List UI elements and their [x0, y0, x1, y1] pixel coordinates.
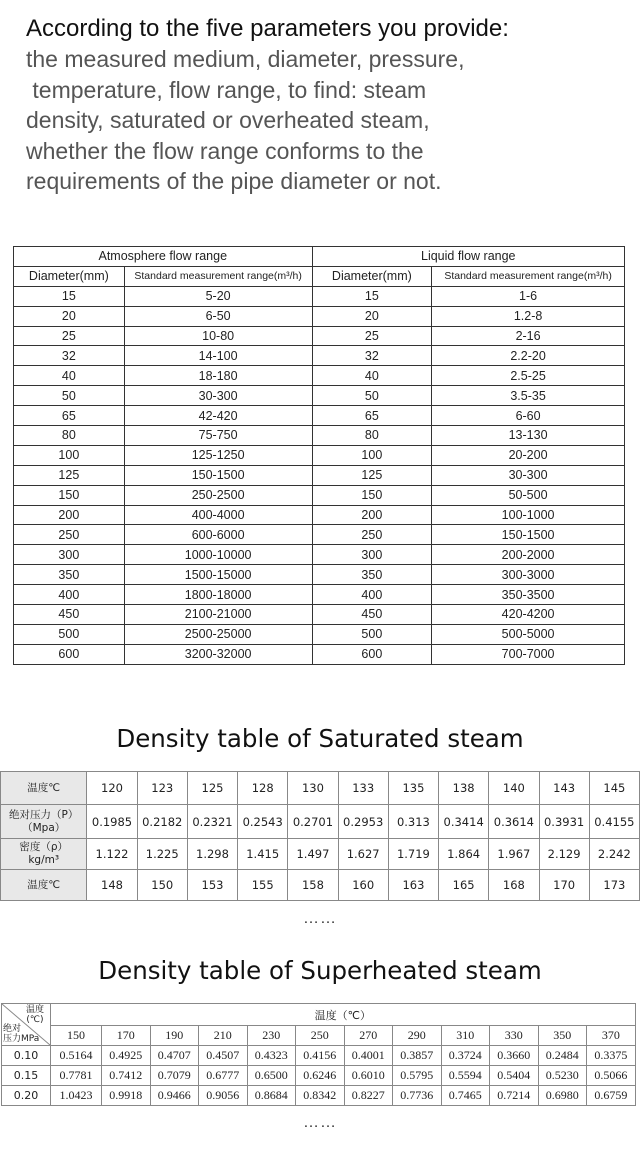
value-cell: 1.627: [338, 839, 388, 870]
value-cell: 153: [187, 870, 237, 901]
liquid-range-cell: 50-500: [432, 485, 625, 505]
diameter-header: Diameter(mm): [312, 266, 432, 286]
atmosphere-diameter-cell: 50: [14, 386, 125, 406]
atmosphere-diameter-cell: 500: [14, 624, 125, 644]
intro-text: [26, 14, 626, 197]
table-row: [14, 505, 625, 525]
table-row: [2, 1046, 636, 1066]
atmosphere-range-cell: 1800-18000: [124, 585, 312, 605]
atmosphere-range-cell: 250-2500: [124, 485, 312, 505]
density-cell: 0.3660: [490, 1046, 539, 1066]
density-cell: 0.7781: [51, 1066, 102, 1086]
table-row: [14, 644, 625, 664]
standard-range-header: Standard measurement range(m³/h): [124, 266, 312, 286]
value-cell: 1.225: [137, 839, 187, 870]
value-cell: 145: [589, 772, 639, 805]
superheated-ellipsis: ……: [303, 1114, 337, 1131]
density-cell: 0.6759: [587, 1086, 636, 1106]
atmosphere-range-cell: 600-6000: [124, 525, 312, 545]
liquid-diameter-cell: 80: [312, 426, 432, 446]
table-row: [14, 426, 625, 446]
liquid-range-cell: 13-130: [432, 426, 625, 446]
atmosphere-range-cell: 3200-32000: [124, 644, 312, 664]
density-cell: 0.6980: [538, 1086, 587, 1106]
value-cell: 0.1985: [87, 805, 137, 839]
density-cell: 0.9466: [150, 1086, 199, 1106]
table-row: [2, 1086, 636, 1106]
density-cell: 0.3724: [441, 1046, 490, 1066]
superheated-steam-title: Density table of Superheated steam: [98, 956, 542, 985]
table-row: [14, 485, 625, 505]
atmosphere-range-cell: 30-300: [124, 386, 312, 406]
value-cell: 150: [137, 870, 187, 901]
value-cell: 1.967: [489, 839, 539, 870]
value-cell: 133: [338, 772, 388, 805]
temperature-cell: 310: [441, 1026, 490, 1046]
liquid-diameter-cell: 400: [312, 585, 432, 605]
table-row: [14, 286, 625, 306]
table-row: [14, 326, 625, 346]
value-cell: 1.864: [439, 839, 489, 870]
density-cell: 0.6777: [199, 1066, 248, 1086]
temperature-cell: 250: [296, 1026, 345, 1046]
table-row: [14, 366, 625, 386]
temperature-cell: 270: [344, 1026, 393, 1046]
atmosphere-range-cell: 18-180: [124, 366, 312, 386]
saturated-steam-title: Density table of Saturated steam: [116, 724, 524, 753]
value-cell: 130: [288, 772, 338, 805]
flow-range-table: [13, 246, 625, 665]
density-cell: 0.4156: [296, 1046, 345, 1066]
liquid-range-cell: 200-2000: [432, 545, 625, 565]
value-cell: 120: [87, 772, 137, 805]
density-cell: 0.7465: [441, 1086, 490, 1106]
atmosphere-range-cell: 75-750: [124, 426, 312, 446]
liquid-diameter-cell: 50: [312, 386, 432, 406]
superheated-steam-table: [1, 1003, 636, 1106]
table-row: [1, 839, 640, 870]
temperature-cell: 210: [199, 1026, 248, 1046]
atmosphere-diameter-cell: 100: [14, 445, 125, 465]
density-cell: 0.4001: [344, 1046, 393, 1066]
value-cell: 128: [238, 772, 288, 805]
liquid-range-cell: 500-5000: [432, 624, 625, 644]
density-cell: 0.8342: [296, 1086, 345, 1106]
liquid-range-cell: 20-200: [432, 445, 625, 465]
atmosphere-diameter-cell: 300: [14, 545, 125, 565]
density-cell: 0.3375: [587, 1046, 636, 1066]
atmosphere-diameter-cell: 450: [14, 605, 125, 625]
value-cell: 0.2953: [338, 805, 388, 839]
liquid-diameter-cell: 25: [312, 326, 432, 346]
atmosphere-range-cell: 150-1500: [124, 465, 312, 485]
atmosphere-diameter-cell: 80: [14, 426, 125, 446]
value-cell: 125: [187, 772, 237, 805]
value-cell: 1.298: [187, 839, 237, 870]
saturated-steam-table: [0, 771, 640, 901]
density-cell: 0.2484: [538, 1046, 587, 1066]
value-cell: 0.2701: [288, 805, 338, 839]
value-cell: 0.3614: [489, 805, 539, 839]
table-row: [14, 386, 625, 406]
intro-heading: According to the five parameters you provide:: [26, 15, 509, 42]
value-cell: 0.2321: [187, 805, 237, 839]
density-cell: 0.4707: [150, 1046, 199, 1066]
corner-temp-label: 温度 (℃): [25, 1005, 44, 1025]
table-row: [14, 585, 625, 605]
density-cell: 0.6010: [344, 1066, 393, 1086]
density-cell: 0.7214: [490, 1086, 539, 1106]
atmosphere-diameter-cell: 40: [14, 366, 125, 386]
table-row: [2, 1066, 636, 1086]
density-cell: 0.7736: [393, 1086, 442, 1106]
liquid-flow-range-header: Liquid flow range: [312, 247, 624, 267]
value-cell: 0.3931: [539, 805, 589, 839]
value-cell: 1.415: [238, 839, 288, 870]
liquid-diameter-cell: 40: [312, 366, 432, 386]
density-cell: 1.0423: [51, 1086, 102, 1106]
atmosphere-range-cell: 2500-25000: [124, 624, 312, 644]
table-corner-cell: [2, 1004, 51, 1046]
value-cell: 1.497: [288, 839, 338, 870]
table-row: [14, 465, 625, 485]
temperature-cell: 350: [538, 1026, 587, 1046]
atmosphere-diameter-cell: 25: [14, 326, 125, 346]
row-label: 密度（ρ） kg/m³: [1, 839, 87, 870]
liquid-range-cell: 350-3500: [432, 585, 625, 605]
liquid-range-cell: 300-3000: [432, 565, 625, 585]
liquid-range-cell: 700-7000: [432, 644, 625, 664]
table-row: [14, 624, 625, 644]
value-cell: 138: [439, 772, 489, 805]
atmosphere-range-cell: 125-1250: [124, 445, 312, 465]
atmosphere-diameter-cell: 15: [14, 286, 125, 306]
value-cell: 140: [489, 772, 539, 805]
atmosphere-range-cell: 1500-15000: [124, 565, 312, 585]
density-cell: 0.6246: [296, 1066, 345, 1086]
density-cell: 0.5404: [490, 1066, 539, 1086]
table-row: [14, 545, 625, 565]
liquid-diameter-cell: 300: [312, 545, 432, 565]
atmosphere-range-cell: 42-420: [124, 406, 312, 426]
liquid-range-cell: 1-6: [432, 286, 625, 306]
value-cell: 135: [388, 772, 438, 805]
atmosphere-range-cell: 14-100: [124, 346, 312, 366]
density-cell: 0.4507: [199, 1046, 248, 1066]
temperature-cell: 170: [102, 1026, 151, 1046]
liquid-range-cell: 2.5-25: [432, 366, 625, 386]
table-row: [14, 605, 625, 625]
table-row: [1, 772, 640, 805]
density-cell: 0.5066: [587, 1066, 636, 1086]
atmosphere-diameter-cell: 65: [14, 406, 125, 426]
table-row: [14, 565, 625, 585]
atmosphere-diameter-cell: 400: [14, 585, 125, 605]
value-cell: 1.719: [388, 839, 438, 870]
temperature-cell: 190: [150, 1026, 199, 1046]
density-cell: 0.5164: [51, 1046, 102, 1066]
density-cell: 0.4323: [247, 1046, 296, 1066]
density-cell: 0.7412: [102, 1066, 151, 1086]
value-cell: 158: [288, 870, 338, 901]
pressure-cell: 0.15: [2, 1066, 51, 1086]
density-cell: 0.8684: [247, 1086, 296, 1106]
standard-range-header: Standard measurement range(m³/h): [432, 266, 625, 286]
pressure-cell: 0.20: [2, 1086, 51, 1106]
atmosphere-flow-range-header: Atmosphere flow range: [14, 247, 313, 267]
atmosphere-diameter-cell: 350: [14, 565, 125, 585]
value-cell: 2.129: [539, 839, 589, 870]
density-cell: 0.8227: [344, 1086, 393, 1106]
atmosphere-diameter-cell: 250: [14, 525, 125, 545]
liquid-range-cell: 1.2-8: [432, 306, 625, 326]
temperature-row: [2, 1026, 636, 1046]
density-cell: 0.9918: [102, 1086, 151, 1106]
liquid-diameter-cell: 150: [312, 485, 432, 505]
liquid-range-cell: 2.2-20: [432, 346, 625, 366]
table-row: [14, 306, 625, 326]
liquid-diameter-cell: 600: [312, 644, 432, 664]
density-cell: 0.6500: [247, 1066, 296, 1086]
row-label: 温度℃: [1, 870, 87, 901]
density-cell: 0.5594: [441, 1066, 490, 1086]
liquid-diameter-cell: 250: [312, 525, 432, 545]
value-cell: 143: [539, 772, 589, 805]
corner-pressure-label: 绝对 压力MPa: [3, 1024, 40, 1044]
liquid-diameter-cell: 125: [312, 465, 432, 485]
value-cell: 0.313: [388, 805, 438, 839]
diameter-header: Diameter(mm): [14, 266, 125, 286]
atmosphere-range-cell: 5-20: [124, 286, 312, 306]
temperature-header: 温度（℃）: [51, 1004, 636, 1026]
temperature-cell: 290: [393, 1026, 442, 1046]
liquid-range-cell: 150-1500: [432, 525, 625, 545]
value-cell: 168: [489, 870, 539, 901]
atmosphere-diameter-cell: 32: [14, 346, 125, 366]
table-row: [14, 346, 625, 366]
value-cell: 155: [238, 870, 288, 901]
atmosphere-diameter-cell: 20: [14, 306, 125, 326]
value-cell: 123: [137, 772, 187, 805]
density-cell: 0.5230: [538, 1066, 587, 1086]
value-cell: 1.122: [87, 839, 137, 870]
intro-body: the measured medium, diameter, pressure, temperature, flow range, to find: steam density, saturated or overheated steam, whether the flow range conforms to the requirements of the pipe diameter or not.: [26, 46, 465, 194]
liquid-diameter-cell: 32: [312, 346, 432, 366]
temperature-cell: 230: [247, 1026, 296, 1046]
table-row: [14, 406, 625, 426]
liquid-diameter-cell: 500: [312, 624, 432, 644]
liquid-diameter-cell: 200: [312, 505, 432, 525]
row-label: 温度℃: [1, 772, 87, 805]
atmosphere-diameter-cell: 150: [14, 485, 125, 505]
atmosphere-range-cell: 2100-21000: [124, 605, 312, 625]
atmosphere-diameter-cell: 125: [14, 465, 125, 485]
density-cell: 0.7079: [150, 1066, 199, 1086]
liquid-range-cell: 6-60: [432, 406, 625, 426]
liquid-range-cell: 2-16: [432, 326, 625, 346]
value-cell: 0.2543: [238, 805, 288, 839]
pressure-cell: 0.10: [2, 1046, 51, 1066]
value-cell: 0.2182: [137, 805, 187, 839]
row-label: 绝对压力（P） （Mpa）: [1, 805, 87, 839]
value-cell: 170: [539, 870, 589, 901]
value-cell: 173: [589, 870, 639, 901]
liquid-range-cell: 30-300: [432, 465, 625, 485]
value-cell: 148: [87, 870, 137, 901]
table-row: [1, 870, 640, 901]
atmosphere-range-cell: 6-50: [124, 306, 312, 326]
table-row: [1, 805, 640, 839]
liquid-diameter-cell: 100: [312, 445, 432, 465]
table-row: [14, 525, 625, 545]
table-row: [14, 445, 625, 465]
liquid-diameter-cell: 20: [312, 306, 432, 326]
atmosphere-range-cell: 10-80: [124, 326, 312, 346]
atmosphere-diameter-cell: 600: [14, 644, 125, 664]
temperature-cell: 330: [490, 1026, 539, 1046]
value-cell: 160: [338, 870, 388, 901]
value-cell: 2.242: [589, 839, 639, 870]
atmosphere-diameter-cell: 200: [14, 505, 125, 525]
atmosphere-range-cell: 1000-10000: [124, 545, 312, 565]
temperature-cell: 150: [51, 1026, 102, 1046]
temperature-cell: 370: [587, 1026, 636, 1046]
density-cell: 0.4925: [102, 1046, 151, 1066]
atmosphere-range-cell: 400-4000: [124, 505, 312, 525]
density-cell: 0.9056: [199, 1086, 248, 1106]
density-cell: 0.3857: [393, 1046, 442, 1066]
value-cell: 163: [388, 870, 438, 901]
value-cell: 0.3414: [439, 805, 489, 839]
liquid-diameter-cell: 450: [312, 605, 432, 625]
liquid-range-cell: 3.5-35: [432, 386, 625, 406]
liquid-diameter-cell: 15: [312, 286, 432, 306]
density-cell: 0.5795: [393, 1066, 442, 1086]
liquid-diameter-cell: 350: [312, 565, 432, 585]
liquid-range-cell: 100-1000: [432, 505, 625, 525]
value-cell: 0.4155: [589, 805, 639, 839]
liquid-range-cell: 420-4200: [432, 605, 625, 625]
saturated-ellipsis: ……: [303, 910, 337, 927]
liquid-diameter-cell: 65: [312, 406, 432, 426]
value-cell: 165: [439, 870, 489, 901]
